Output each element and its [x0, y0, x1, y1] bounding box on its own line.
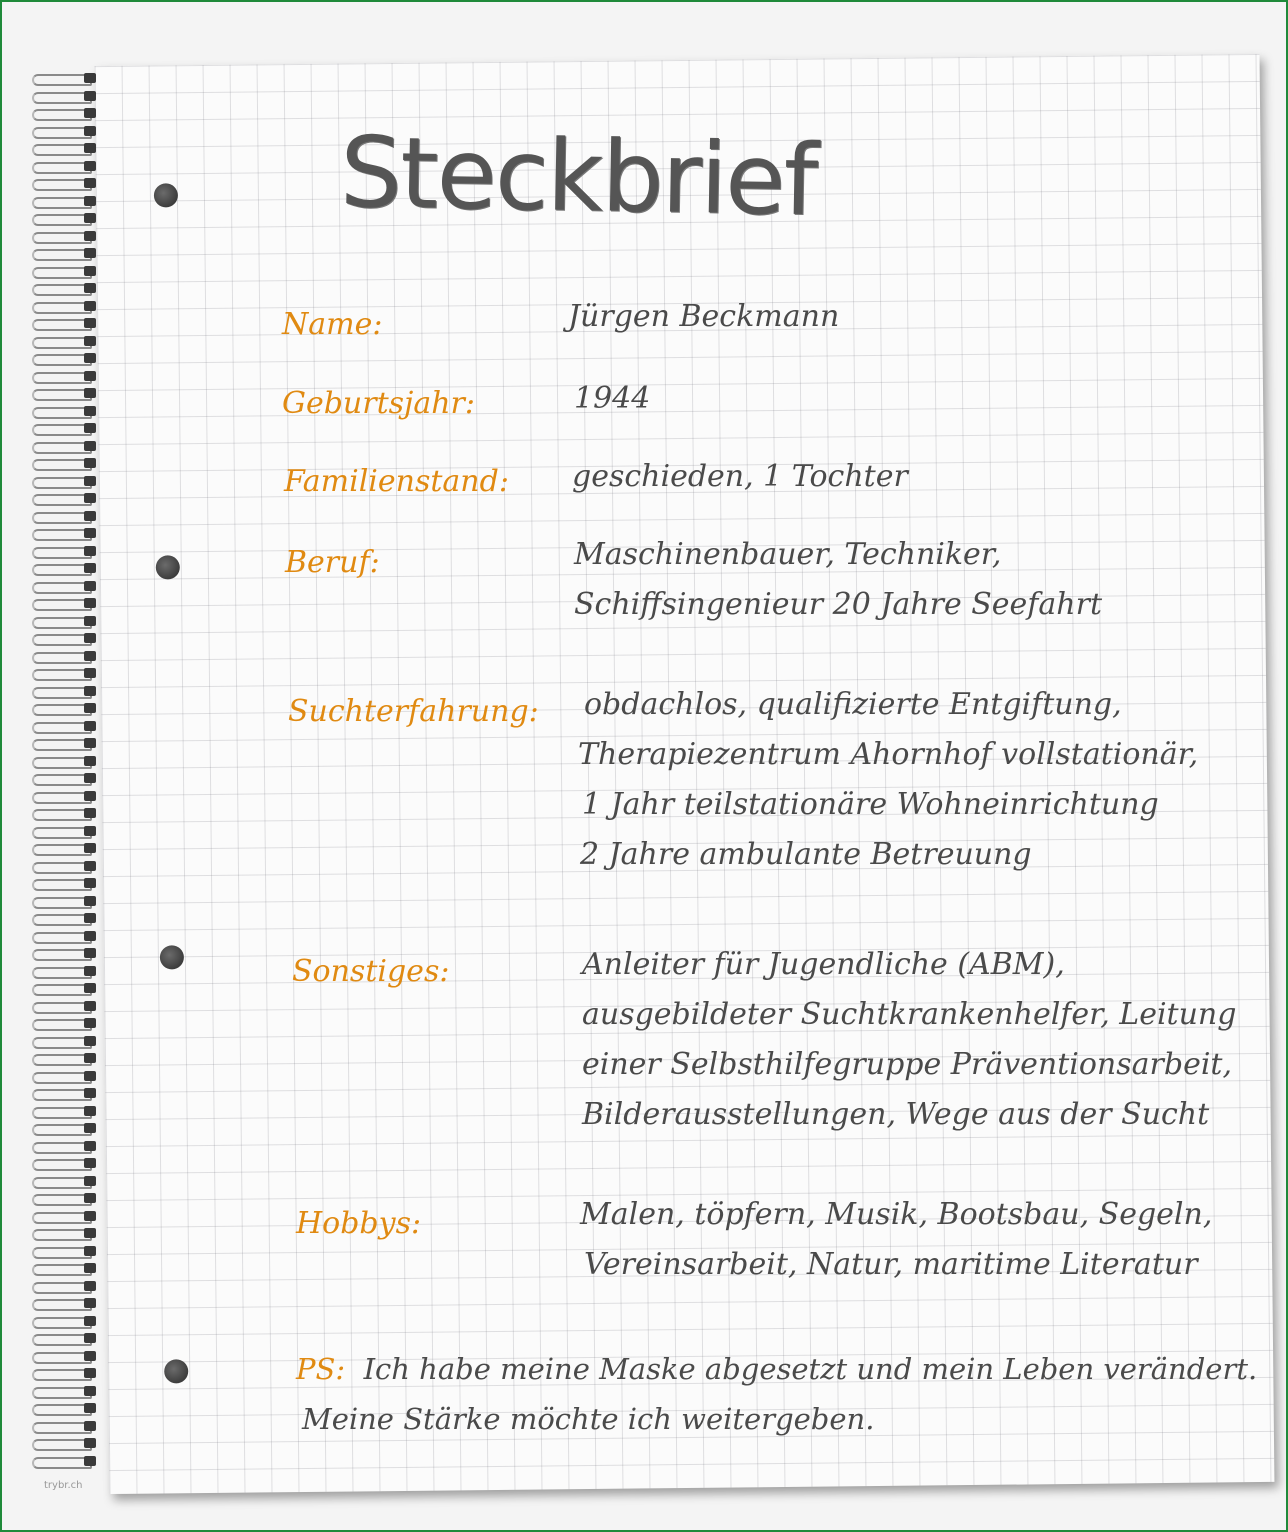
spiral-ring	[30, 667, 94, 679]
spiral-ring	[30, 702, 94, 714]
value-line: geschieden, 1 Tochter	[572, 459, 908, 494]
value-line: 2 Jahre ambulante Betreuung	[580, 837, 1032, 872]
spiral-ring	[30, 1385, 94, 1397]
value-name	[568, 292, 839, 342]
spiral-ring	[30, 1455, 94, 1467]
spiral-ring	[30, 1245, 94, 1257]
spiral-ring	[30, 877, 94, 889]
spiral-ring	[30, 982, 94, 994]
spiral-ring	[30, 440, 94, 452]
spiral-ring	[30, 230, 94, 242]
spiral-ring	[30, 842, 94, 854]
spiral-ring	[30, 300, 94, 312]
value-line: Maschinenbauer, Techniker,	[574, 537, 1002, 572]
value-marital-status	[572, 452, 908, 502]
spiral-ring	[30, 107, 94, 119]
spiral-ring	[30, 737, 94, 749]
spiral-ring	[30, 615, 94, 627]
spiral-ring	[30, 317, 94, 329]
spiral-ring	[30, 1297, 94, 1309]
spiral-ring	[30, 650, 94, 662]
spiral-ring	[30, 1122, 94, 1134]
punch-hole	[164, 1359, 188, 1383]
value-birth-year	[574, 374, 650, 424]
spiral-ring	[30, 1175, 94, 1187]
spiral-ring	[30, 1157, 94, 1169]
spiral-ring	[30, 475, 94, 487]
value-line: Anleiter für Jugendliche (ABM),	[582, 947, 1065, 982]
spiral-ring	[30, 405, 94, 417]
label-birth-year: Geburtsjahr:	[282, 386, 475, 421]
spiral-ring	[30, 1140, 94, 1152]
spiral-ring	[30, 755, 94, 767]
postscript	[296, 1344, 1257, 1444]
spiral-ring	[30, 142, 94, 154]
spiral-ring	[30, 720, 94, 732]
spiral-ring	[30, 825, 94, 837]
label-profession: Beruf:	[285, 545, 380, 580]
value-line: Vereinsarbeit, Natur, maritime Literatur	[584, 1247, 1198, 1282]
spiral-ring	[30, 807, 94, 819]
spiral-ring	[30, 195, 94, 207]
page-title: Steckbrief	[339, 115, 818, 239]
spiral-ring	[30, 282, 94, 294]
spiral-ring	[30, 1192, 94, 1204]
spiral-ring	[30, 1280, 94, 1292]
value-line: Jürgen Beckmann	[568, 299, 840, 334]
label-name: Name:	[282, 307, 383, 342]
spiral-ring	[30, 457, 94, 469]
punch-hole	[156, 555, 180, 579]
spiral-ring	[30, 212, 94, 224]
spiral-binding	[30, 72, 102, 1482]
spiral-ring	[30, 930, 94, 942]
label-addiction-experience: Suchterfahrung:	[288, 694, 539, 729]
spiral-ring	[30, 1070, 94, 1082]
spiral-ring	[30, 1210, 94, 1222]
spiral-ring	[30, 247, 94, 259]
spiral-ring	[30, 1035, 94, 1047]
spiral-ring	[30, 772, 94, 784]
label-hobbies: Hobbys:	[296, 1206, 422, 1241]
value-other	[582, 940, 1236, 1140]
spiral-ring	[30, 492, 94, 504]
spiral-ring	[30, 545, 94, 557]
spiral-ring	[30, 947, 94, 959]
spiral-ring	[30, 387, 94, 399]
value-profession	[574, 530, 1102, 630]
spiral-ring	[30, 1367, 94, 1379]
spiral-ring	[30, 1017, 94, 1029]
spiral-ring	[30, 860, 94, 872]
spiral-ring	[30, 685, 94, 697]
spiral-ring	[30, 125, 94, 137]
value-line: 1944	[574, 381, 651, 416]
label-other: Sonstiges:	[292, 954, 450, 989]
value-line: Therapiezentrum Ahornhof vollstationär,	[578, 737, 1199, 772]
spiral-ring	[30, 1227, 94, 1239]
postscript-line	[296, 1344, 1257, 1394]
watermark: trybr.ch	[44, 1480, 83, 1491]
spiral-ring	[30, 912, 94, 924]
value-line: Malen, töpfern, Musik, Bootsbau, Segeln,	[580, 1197, 1213, 1232]
spiral-ring	[30, 335, 94, 347]
spiral-ring	[30, 352, 94, 364]
spiral-ring	[30, 597, 94, 609]
punch-hole	[154, 183, 178, 207]
spiral-ring	[30, 790, 94, 802]
spiral-ring	[30, 1315, 94, 1327]
value-hobbies	[580, 1190, 1212, 1290]
value-line: obdachlos, qualifizierte Entgiftung,	[584, 687, 1122, 722]
punch-hole	[160, 945, 184, 969]
spiral-ring	[30, 160, 94, 172]
spiral-ring	[30, 510, 94, 522]
spiral-ring	[30, 527, 94, 539]
spiral-ring	[30, 72, 94, 84]
spiral-ring	[30, 1350, 94, 1362]
spiral-ring	[30, 1402, 94, 1414]
spiral-ring	[30, 1262, 94, 1274]
spiral-ring	[30, 562, 94, 574]
spiral-ring	[30, 1052, 94, 1064]
spiral-ring	[30, 1000, 94, 1012]
spiral-ring	[30, 177, 94, 189]
spiral-ring	[30, 1420, 94, 1432]
spiral-ring	[30, 1332, 94, 1344]
spiral-ring	[30, 90, 94, 102]
spiral-ring	[30, 1087, 94, 1099]
spiral-ring	[30, 265, 94, 277]
postscript-line: Meine Stärke möchte ich weitergeben.	[302, 1402, 875, 1436]
spiral-ring	[30, 1105, 94, 1117]
ps-text: Ich habe meine Maske abgesetzt und mein Leben verändert.	[363, 1352, 1258, 1386]
spiral-ring	[30, 632, 94, 644]
value-line: ausgebildeter Suchtkrankenhelfer, Leitung	[582, 997, 1237, 1032]
spiral-ring	[30, 965, 94, 977]
spiral-ring	[30, 1437, 94, 1449]
value-line: Bilderausstellungen, Wege aus der Sucht	[582, 1097, 1210, 1132]
spiral-ring	[30, 895, 94, 907]
value-addiction-experience	[578, 680, 1198, 880]
value-line: einer Selbsthilfegruppe Präventionsarbeit,	[582, 1047, 1233, 1082]
spiral-ring	[30, 370, 94, 382]
spiral-ring	[30, 580, 94, 592]
ps-label: PS:	[296, 1352, 346, 1386]
label-marital-status: Familienstand:	[284, 464, 509, 499]
value-line: Schiffsingenieur 20 Jahre Seefahrt	[574, 587, 1103, 622]
spiral-ring	[30, 422, 94, 434]
value-line: 1 Jahr teilstationäre Wohneinrichtung	[582, 787, 1159, 822]
